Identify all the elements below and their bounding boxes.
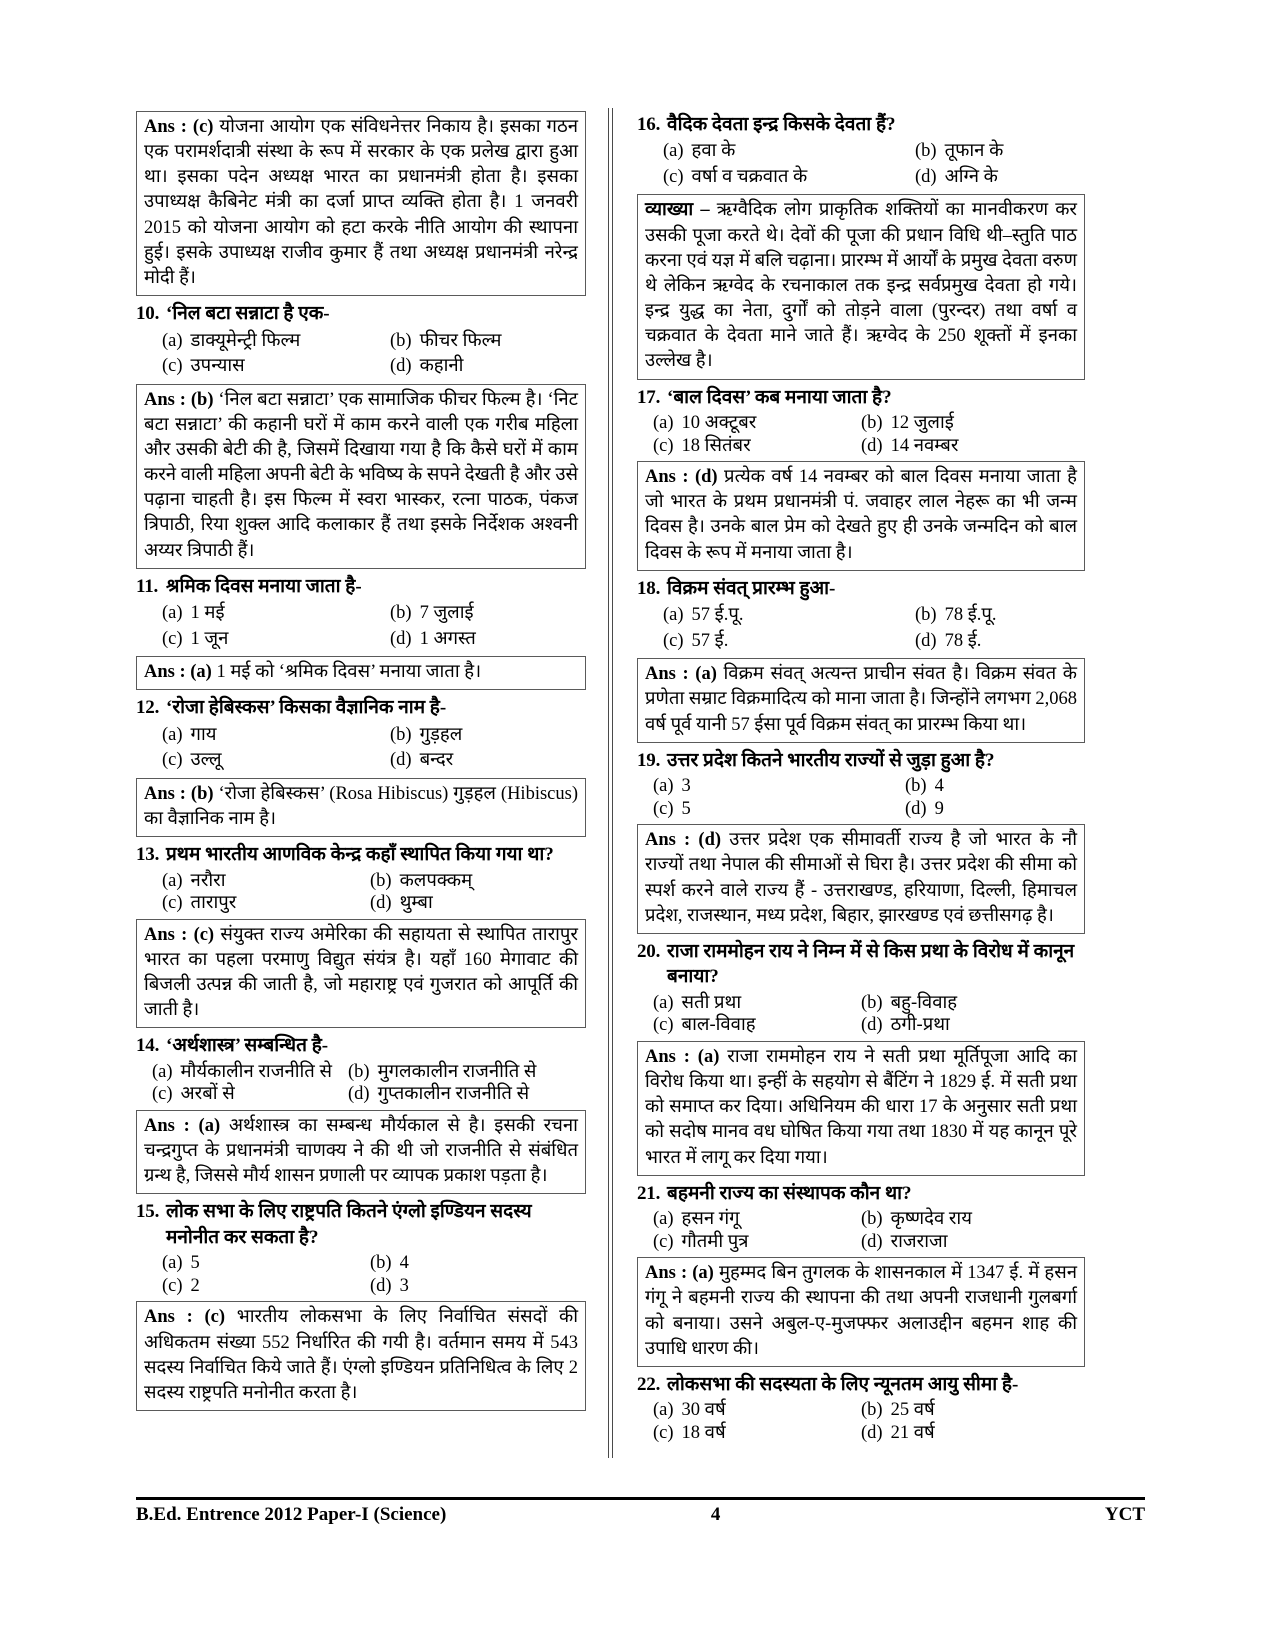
option-row [162, 748, 586, 774]
option-c[interactable] [162, 892, 370, 915]
option-d[interactable] [370, 892, 586, 915]
answer-label: Ans : (c) [144, 924, 215, 945]
question-13 [136, 842, 586, 867]
option-value: 4 [934, 776, 944, 797]
option-value: 18 सितंबर [681, 435, 751, 456]
option-b[interactable] [861, 1399, 1085, 1422]
question-text: उत्तर प्रदेश कितने भारतीय राज्यों से जुड़ा हुआ है? [667, 749, 995, 771]
option-c[interactable] [663, 165, 915, 191]
option-row [162, 601, 586, 627]
option-b[interactable] [390, 329, 586, 355]
option-key: (a) [162, 870, 183, 891]
option-d[interactable] [861, 435, 1085, 458]
option-b[interactable] [370, 1252, 586, 1275]
option-value: 57 ई.पू. [691, 605, 744, 626]
question-text: विक्रम संवत् प्रारम्भ हुआ- [667, 577, 836, 599]
option-key: (c) [162, 750, 183, 771]
option-b[interactable] [915, 603, 1085, 629]
option-row [653, 435, 1085, 458]
option-b[interactable] [390, 723, 586, 749]
answer-box-20 [637, 1041, 1085, 1176]
option-c[interactable] [162, 627, 390, 653]
answer-text: अर्थशास्त्र का सम्बन्ध मौर्यकाल से है। इसकी रचना चन्द्रगुप्त के प्रधानमंत्री चाणक्य ने की थी जो राजनीति से संबंधित ग्रन्थ है, जिससे मौर्य शासन प्रणाली पर व्यापक प्रकाश पड़ता है। [144, 1115, 578, 1187]
option-b[interactable] [861, 412, 1085, 435]
question-16 [637, 112, 1085, 137]
option-value: 30 वर्ष [681, 1400, 726, 1421]
option-key: (b) [861, 1400, 883, 1421]
option-key: (a) [162, 724, 183, 745]
explanation-box-16 [637, 194, 1085, 379]
option-key: (c) [162, 1275, 183, 1296]
option-a[interactable] [653, 1399, 861, 1422]
option-value: कलपक्कम् [399, 870, 473, 891]
option-value: 5 [681, 798, 691, 819]
option-row [663, 629, 1085, 655]
column-divider [608, 108, 613, 1458]
question-18 [637, 576, 1085, 601]
option-value: 18 वर्ष [681, 1422, 726, 1443]
question-number: 10. [136, 303, 160, 325]
answer-box-17 [637, 461, 1085, 571]
question-text: बहमनी राज्य का संस्थापक कौन था? [667, 1182, 912, 1204]
options-10 [136, 329, 586, 380]
option-d[interactable] [905, 798, 1085, 821]
option-key: (d) [370, 1275, 392, 1296]
answer-box-19 [637, 824, 1085, 934]
answer-text: भारतीय लोकसभा के लिए निर्वाचित संसदों की अधिकतम संख्या 552 निर्धारित की गयी है। वर्तमान समय में 543 सदस्य निर्वाचित किये जाते हैं। एंग्लो इण्डियन प्रतिनिधित्व के लिए 2 सदस्य राष्ट्रपति मनोनीत करता है। [144, 1307, 578, 1403]
question-15 [136, 1199, 586, 1250]
option-key: (c) [663, 630, 684, 651]
option-key: (a) [653, 776, 674, 797]
option-d[interactable] [861, 1422, 1085, 1445]
option-row [162, 627, 586, 653]
option-key: (b) [390, 603, 412, 624]
option-b[interactable] [348, 1061, 586, 1084]
question-11 [136, 574, 586, 599]
question-19 [637, 748, 1085, 773]
option-d[interactable] [915, 165, 1085, 191]
question-number: 12. [136, 697, 160, 719]
answer-text: प्रत्येक वर्ष 14 नवम्बर को बाल दिवस मनाया जाता है जो भारत के प्रथम प्रधानमंत्री पं. जवाहर लाल नेहरू का भी जन्म दिवस है। उनके बाल प्रेम को देखते हुए ही उनके जन्मदिन को बाल दिवस के रूप में मनाया जाता है। [645, 467, 1077, 563]
question-number: 17. [637, 386, 661, 408]
question-number: 20. [637, 940, 661, 962]
explanation-text: ऋग्वैदिक लोग प्राकृतिक शक्तियों का मानवीकरण कर उसकी पूजा करते थे। देवों की पूजा की प्रधान विधि थी–स्तुति पाठ करना एवं यज्ञ में बलि चढ़ाना। प्रारम्भ में आर्यों के प्रमुख देवता वरुण थे लेकिन ऋग्वेद के रचनाकाल तक इन्द्र सर्वप्रमुख देवता हो गये। इन्द्र युद्ध का नेता, दुर्गों को तोड़ने वाला (पुरन्दर) तथा वर्षा व चक्रवात के देवता माने जाते हैं। ऋग्वेद के 250 शूक्तों में इनका उल्लेख है। [645, 200, 1077, 372]
answer-box-21 [637, 1257, 1085, 1367]
options-17 [637, 412, 1085, 457]
option-key: (b) [370, 870, 392, 891]
option-value: 57 ई. [691, 630, 729, 651]
option-value: नरौरा [190, 870, 226, 891]
footer-page-number: 4 [710, 1504, 721, 1525]
right-column [617, 108, 1085, 1449]
answer-label: Ans : (a) [144, 662, 212, 683]
option-d[interactable] [861, 1014, 1085, 1037]
page-footer [136, 1504, 1145, 1526]
option-d[interactable] [348, 1083, 586, 1106]
option-key: (d) [861, 1015, 883, 1036]
question-number: 11. [136, 575, 159, 597]
answer-label: Ans : (a) [144, 1115, 221, 1136]
option-c[interactable] [653, 798, 905, 821]
question-text: ‘रोजा हेबिस्कस’ किसका वैज्ञानिक नाम है- [166, 697, 447, 719]
options-21 [637, 1208, 1085, 1253]
option-value: 78 ई. [944, 630, 982, 651]
option-key: (b) [861, 413, 883, 434]
option-key: (b) [348, 1061, 370, 1082]
question-text: राजा राममोहन राय ने निम्न में से किस प्रथा के विरोध में कानून बनाया? [667, 940, 1075, 988]
question-text: वैदिक देवता इन्द्र किसके देवता हैं? [667, 114, 896, 135]
option-value: अग्नि के [944, 166, 998, 187]
answer-label: Ans : (a) [645, 1263, 714, 1284]
question-number: 18. [637, 577, 661, 599]
option-c[interactable] [663, 629, 915, 655]
option-row [162, 354, 586, 380]
question-text: ‘बाल दिवस’ कब मनाया जाता है? [667, 386, 892, 408]
question-text: श्रमिक दिवस मनाया जाता है- [166, 575, 362, 597]
option-value: बहु-विवाह [890, 992, 958, 1013]
option-key: (d) [390, 628, 412, 649]
question-14 [136, 1033, 586, 1058]
question-number: 21. [637, 1182, 661, 1204]
option-b[interactable] [905, 775, 1085, 798]
option-b[interactable] [370, 870, 586, 893]
option-key: (b) [370, 1253, 392, 1274]
option-value: 1 जून [190, 628, 229, 649]
option-key: (c) [162, 893, 183, 914]
option-value: 1 अगस्त [419, 628, 476, 649]
option-c[interactable] [653, 1231, 861, 1254]
option-key: (b) [390, 330, 412, 351]
option-a[interactable] [162, 601, 390, 627]
option-a[interactable] [663, 139, 915, 165]
option-value: तारापुर [190, 893, 237, 914]
option-b[interactable] [915, 139, 1085, 165]
option-value: बन्दर [419, 750, 454, 771]
option-value: 5 [190, 1253, 200, 1274]
option-value: गौतमी पुत्र [681, 1231, 749, 1252]
option-c[interactable] [162, 354, 390, 380]
option-value: उपन्यास [190, 356, 245, 377]
option-key: (a) [653, 1209, 674, 1230]
option-key: (c) [653, 1422, 674, 1443]
two-column-layout [136, 108, 1145, 1463]
answer-text: योजना आयोग एक संविधनेत्तर निकाय है। इसका गठन एक परामर्शदात्री संस्था के रूप में सरकार के एक प्रलेख द्वारा हुआ था। इसका पदेन अध्यक्ष भारत का प्रधानमंत्री होता है। इसका उपाध्यक्ष कैबिनेट मंत्री का दर्जा प्राप्त व्यक्ति होता है। 1 जनवरी 2015 को योजना आयोग को हटा करके नीति आयोग की स्थापना हुई। इसके उपाध्यक्ष राजीव कुमार हैं तथा अध्यक्ष प्रधानमंत्री नरेन्द्र मोदी हैं। [144, 117, 578, 288]
option-row [162, 723, 586, 749]
option-key: (c) [653, 1231, 674, 1252]
footer-divider [136, 1497, 1145, 1500]
option-value: डाक्यूमेन्ट्री फिल्म [190, 330, 301, 351]
option-row [653, 1399, 1085, 1422]
option-row [162, 892, 586, 915]
option-key: (a) [653, 413, 674, 434]
answer-text: विक्रम संवत् अत्यन्त प्राचीन संवत है। विक्रम संवत के प्रणेता सम्राट विक्रमादित्य को माना जाता है। जिन्होंने लगभग 2,068 वर्ष पूर्व यानी 57 ईसा पूर्व विक्रम संवत् का प्रारम्भ किया था। [645, 664, 1077, 735]
option-key: (d) [861, 1231, 883, 1252]
answer-label: Ans : (a) [645, 1046, 720, 1067]
question-22 [637, 1372, 1085, 1397]
options-11 [136, 601, 586, 652]
option-value: थुम्बा [399, 893, 433, 914]
options-20 [637, 992, 1085, 1037]
option-value: 14 नवम्बर [890, 435, 959, 456]
option-key: (c) [663, 166, 684, 187]
question-number: 15. [136, 1201, 160, 1223]
option-a[interactable] [162, 1252, 370, 1275]
option-c[interactable] [152, 1083, 348, 1106]
option-a[interactable] [653, 1208, 861, 1231]
option-value: फीचर फिल्म [419, 330, 502, 351]
option-key: (d) [390, 356, 412, 377]
option-value: राजराजा [890, 1231, 948, 1252]
answer-label: Ans : (d) [645, 467, 718, 488]
question-number: 14. [136, 1035, 160, 1057]
option-value: कृष्णदेव राय [890, 1209, 972, 1230]
option-value: 9 [934, 798, 944, 819]
option-row [663, 165, 1085, 191]
option-row [162, 1275, 586, 1298]
option-key: (d) [905, 798, 927, 819]
option-key: (b) [915, 605, 937, 626]
options-19 [637, 775, 1085, 820]
question-number: 16. [637, 114, 661, 135]
option-value: 3 [681, 776, 691, 797]
option-row [162, 329, 586, 355]
option-key: (d) [348, 1084, 370, 1105]
option-row [653, 992, 1085, 1015]
option-value: मुगलकालीन राजनीति से [377, 1061, 537, 1082]
option-value: 10 अक्टूबर [681, 413, 757, 434]
option-a[interactable] [653, 775, 905, 798]
answer-box-10 [136, 384, 586, 569]
option-row [653, 775, 1085, 798]
option-row [162, 870, 586, 893]
option-key: (b) [861, 992, 883, 1013]
option-value: तूफान के [944, 141, 1004, 162]
option-row [653, 1231, 1085, 1254]
option-d[interactable] [370, 1275, 586, 1298]
option-key: (c) [162, 628, 183, 649]
footer-exam-title: B.Ed. Entrence 2012 Paper-I (Science) [136, 1504, 447, 1525]
question-number: 19. [637, 749, 661, 771]
option-value: 12 जुलाई [890, 413, 954, 434]
options-15 [136, 1252, 586, 1297]
option-value: उल्लू [190, 750, 222, 771]
option-key: (c) [653, 435, 674, 456]
option-d[interactable] [390, 627, 586, 653]
option-a[interactable] [152, 1061, 348, 1084]
options-22 [637, 1399, 1085, 1444]
answer-box-11 [136, 656, 586, 690]
question-10 [136, 301, 586, 326]
explanation-label: व्याख्या – [645, 200, 710, 221]
question-text: लोक सभा के लिए राष्ट्रपति कितने एंग्लो इण्डियन सदस्य मनोनीत कर सकता है? [166, 1201, 532, 1248]
option-value: बाल-विवाह [681, 1015, 756, 1036]
option-b[interactable] [861, 1208, 1085, 1231]
answer-box-14 [136, 1110, 586, 1194]
option-d[interactable] [915, 629, 1085, 655]
options-16 [637, 139, 1085, 190]
option-value: 4 [399, 1253, 409, 1274]
option-key: (b) [905, 776, 927, 797]
option-c[interactable] [653, 1014, 861, 1037]
option-key: (a) [663, 141, 684, 162]
option-c[interactable] [162, 1275, 370, 1298]
option-key: (a) [653, 992, 674, 1013]
option-key: (c) [162, 356, 183, 377]
option-a[interactable] [162, 723, 390, 749]
question-21 [637, 1181, 1085, 1206]
answer-text: संयुक्त राज्य अमेरिका की सहायता से स्थापित तारापुर भारत का पहला परमाणु विद्युत संयंत्र है। यहाँ 160 मेगावाट की बिजली उत्पन्न की जाती है, जो महाराष्ट्र एवं गुजरात को आपूर्ति की जाती है। [144, 924, 579, 1021]
option-row [653, 798, 1085, 821]
option-key: (c) [152, 1084, 173, 1105]
option-value: गुड़हल [419, 724, 463, 745]
option-value: 25 वर्ष [890, 1400, 935, 1421]
option-value: सती प्रथा [681, 992, 742, 1013]
option-value: वर्षा व चक्रवात के [691, 166, 808, 187]
option-key: (a) [162, 1253, 183, 1274]
option-key: (d) [390, 750, 412, 771]
footer-publisher: YCT [1104, 1504, 1145, 1525]
option-a[interactable] [653, 412, 861, 435]
options-18 [637, 603, 1085, 654]
carryover-answer-box [136, 111, 586, 296]
option-key: (a) [653, 1400, 674, 1421]
answer-label: Ans : (b) [144, 783, 214, 804]
option-a[interactable] [162, 329, 390, 355]
answer-box-12 [136, 778, 586, 837]
option-key: (b) [915, 141, 937, 162]
answer-label: Ans : (d) [645, 830, 722, 851]
option-a[interactable] [663, 603, 915, 629]
option-b[interactable] [861, 992, 1085, 1015]
option-row [663, 139, 1085, 165]
option-row [152, 1083, 586, 1106]
options-12 [136, 723, 586, 774]
option-row [653, 1422, 1085, 1445]
option-key: (d) [915, 630, 937, 651]
option-value: 7 जुलाई [419, 603, 474, 624]
answer-text: राजा राममोहन राय ने सती प्रथा मूर्तिपूजा आदि का विरोध किया था। इन्हीं के सहयोग से बैंटिंग ने 1829 ई. में सती प्रथा को समाप्त कर दिया। अधिनियम की धारा 17 के अनुसार सती प्रथा को सदोष मानव वध घोषित किया गया तथा 1830 में यह कानून पूरे भारत में लागू कर दिया गया। [645, 1046, 1077, 1168]
question-number: 13. [136, 844, 160, 866]
answer-box-18 [637, 658, 1085, 742]
option-key: (d) [370, 893, 392, 914]
question-number: 22. [637, 1373, 661, 1395]
option-b[interactable] [390, 601, 586, 627]
question-20 [637, 939, 1085, 990]
question-17 [637, 385, 1085, 410]
option-key: (b) [861, 1209, 883, 1230]
answer-text: उत्तर प्रदेश एक सीमावर्ती राज्य है जो भारत के नौ राज्यों तथा नेपाल की सीमाओं से घिरा है। उत्तर प्रदेश की सीमा को स्पर्श करने वाले राज्य हैं - उत्तराखण्ड, हरियाणा, दिल्ली, हिमाचल प्रदेश, राजस्थान, मध्य प्रदेश, बिहार, झारखण्ड एवं छत्तीसगढ़ है। [645, 830, 1077, 926]
option-key: (d) [861, 435, 883, 456]
question-text: प्रथम भारतीय आणविक केन्द्र कहाँ स्थापित किया गया था? [166, 844, 554, 866]
option-c[interactable] [653, 435, 861, 458]
option-row [663, 603, 1085, 629]
question-text: लोकसभा की सदस्यता के लिए न्यूनतम आयु सीमा है- [667, 1373, 1019, 1395]
option-value: 78 ई.पू. [944, 605, 997, 626]
option-row [152, 1061, 586, 1084]
option-value: 3 [399, 1275, 409, 1296]
option-c[interactable] [162, 748, 390, 774]
option-key: (d) [861, 1422, 883, 1443]
option-c[interactable] [653, 1422, 861, 1445]
option-value: 21 वर्ष [890, 1422, 935, 1443]
option-key: (b) [390, 724, 412, 745]
answer-text: ‘रोजा हेबिस्कस’ (Rosa Hibiscus) गुड़हल (Hibiscus) का वैज्ञानिक नाम है। [144, 783, 578, 829]
option-row [653, 1014, 1085, 1037]
option-row [653, 1208, 1085, 1231]
option-row [653, 412, 1085, 435]
answer-box-13 [136, 919, 586, 1029]
option-value: हवा के [691, 141, 736, 162]
option-d[interactable] [390, 354, 586, 380]
option-a[interactable] [162, 870, 370, 893]
option-d[interactable] [390, 748, 586, 774]
answer-label: Ans : (c) [144, 117, 214, 137]
option-value: मौर्यकालीन राजनीति से [180, 1061, 332, 1082]
option-value: कहानी [419, 356, 464, 377]
option-key: (a) [152, 1061, 173, 1082]
option-key: (a) [663, 605, 684, 626]
option-value: 1 मई [190, 603, 225, 624]
left-column [136, 108, 604, 1416]
option-value: हसन गंगू [681, 1209, 740, 1230]
answer-box-15 [136, 1301, 586, 1411]
answer-text: ‘निल बटा सन्नाटा’ एक सामाजिक फीचर फिल्म है। ‘निट बटा सन्नाटा’ की कहानी घरों में काम करने वाली एक गरीब महिला और उसकी बेटी की है, जिसमें दिखाया गया है कि कैसे घरों में काम करने वाली महिला अपनी बेटी के भविष्य के सपने देखती है और उसे पढ़ाना चाहती है। इस फिल्म में स्वरा भास्कर, रत्ना पाठक, पंकज त्रिपाठी, रिया शुक्ल आदि कलाकार हैं तथा इसके निर्देशक अश्वनी अय्यर त्रिपाठी हैं। [144, 389, 578, 561]
option-value: गाय [190, 724, 217, 745]
option-value: 2 [190, 1275, 200, 1296]
option-row [162, 1252, 586, 1275]
answer-label: Ans : (b) [144, 389, 214, 410]
answer-label: Ans : (c) [144, 1307, 225, 1328]
answer-text: 1 मई को ‘श्रमिक दिवस’ मनाया जाता है। [211, 662, 482, 683]
answer-text: मुहम्मद बिन तुगलक के शासनकाल में 1347 ई. में हसन गंगू ने बहमनी राज्य की स्थापना की तथा अपनी राजधानी गुलबर्गा को बनाया। उसने अबुल-ए-मुजफ्फर अलाउद्दीन बहमन शाह की उपाधि धारण की। [645, 1263, 1077, 1359]
option-key: (a) [162, 330, 183, 351]
question-12 [136, 695, 586, 720]
option-a[interactable] [653, 992, 861, 1015]
answer-label: Ans : (a) [645, 664, 717, 685]
options-14 [136, 1061, 586, 1106]
option-key: (c) [653, 798, 674, 819]
option-value: अरबों से [180, 1084, 235, 1105]
option-key: (c) [653, 1015, 674, 1036]
question-text: ‘अर्थशास्त्र’ सम्बन्धित है- [166, 1035, 329, 1057]
option-d[interactable] [861, 1231, 1085, 1254]
option-value: ठगी-प्रथा [890, 1015, 950, 1036]
question-text: ‘निल बटा सन्नाटा है एक- [166, 303, 330, 325]
option-key: (a) [162, 603, 183, 624]
options-13 [136, 870, 586, 915]
option-value: गुप्तकालीन राजनीति से [377, 1084, 530, 1105]
option-key: (d) [915, 166, 937, 187]
